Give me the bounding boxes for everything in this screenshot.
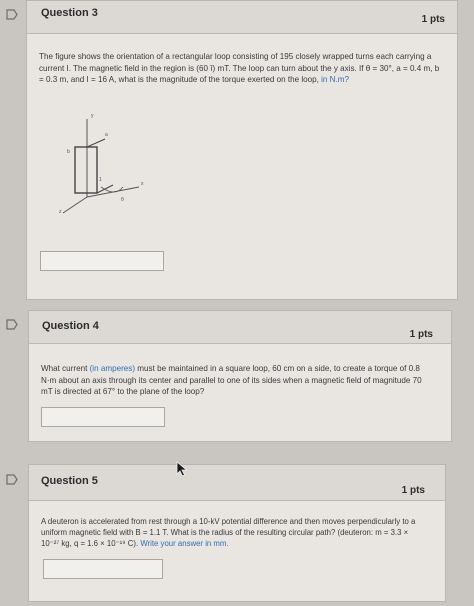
question-points: 1 pts — [409, 329, 433, 340]
loop-rect — [75, 147, 97, 193]
question-text-unit: in N.m? — [321, 75, 350, 84]
question-text — [41, 363, 435, 398]
answer-input[interactable] — [43, 559, 163, 579]
label-y: y — [91, 113, 94, 119]
question-4-header — [29, 311, 451, 344]
flag-icon[interactable] — [6, 319, 18, 330]
question-points: 1 pts — [421, 14, 445, 25]
label-theta: θ — [121, 197, 124, 203]
question-text-unit: Write your answer in mm. — [140, 539, 229, 548]
loop-top-edge — [87, 139, 105, 147]
question-5-card — [28, 464, 446, 602]
question-text-unit: (in amperes) — [89, 364, 136, 373]
flag-icon[interactable] — [6, 474, 18, 485]
question-5-header — [29, 465, 445, 501]
question-text-main: What current — [41, 364, 90, 373]
answer-input[interactable] — [40, 251, 164, 271]
question-3-header — [27, 1, 457, 34]
question-title: Question 5 — [41, 475, 98, 487]
answer-input[interactable] — [41, 407, 165, 427]
loop-figure — [35, 109, 155, 224]
question-text — [39, 51, 443, 86]
theta-arc — [101, 187, 123, 192]
question-title: Question 4 — [42, 320, 99, 332]
question-title: Question 3 — [41, 7, 98, 19]
z-axis — [63, 197, 87, 213]
cursor-icon — [176, 461, 188, 482]
question-3-card — [26, 0, 458, 300]
label-x: x — [141, 181, 144, 187]
question-text-rest: must be maintained in a square loop, 60 cm on a side, to create a torque of 0.8 N·m about an axis through its center and parallel to one of its sides when a magnetic field of magnitude 70 mT is directed at 67° to the plane of the loop? — [41, 364, 422, 396]
question-points: 1 pts — [401, 485, 425, 496]
flag-icon[interactable] — [6, 9, 18, 20]
question-text-main: The figure shows the orientation of a rectangular loop consisting of 195 closely wrapped turns each carrying a current I. The magnetic field in the region is (60 î) mT. The loop can turn about the y axis. If θ = 30°, a = 0.4 m, b = 0.3 m, and I = 16 A, what is the magnitude of the torque exerted on the loop, — [39, 52, 440, 84]
label-i: 1 — [99, 177, 102, 183]
question-4-card — [28, 310, 452, 442]
question-text — [41, 516, 425, 549]
question-text-main: A deuteron is accelerated from rest through a 10-kV potential difference and then moves perpendicularly to a uniform magnetic field with B = 1.1 T. What is the radius of the resulting circular path? (deuteron: m = 3.3 × 10⁻²⁷ kg, q = 1.6 × 10⁻¹⁹ C). — [41, 517, 416, 548]
label-b: b — [67, 149, 70, 155]
label-a: a — [105, 132, 108, 138]
label-z: z — [59, 209, 62, 215]
